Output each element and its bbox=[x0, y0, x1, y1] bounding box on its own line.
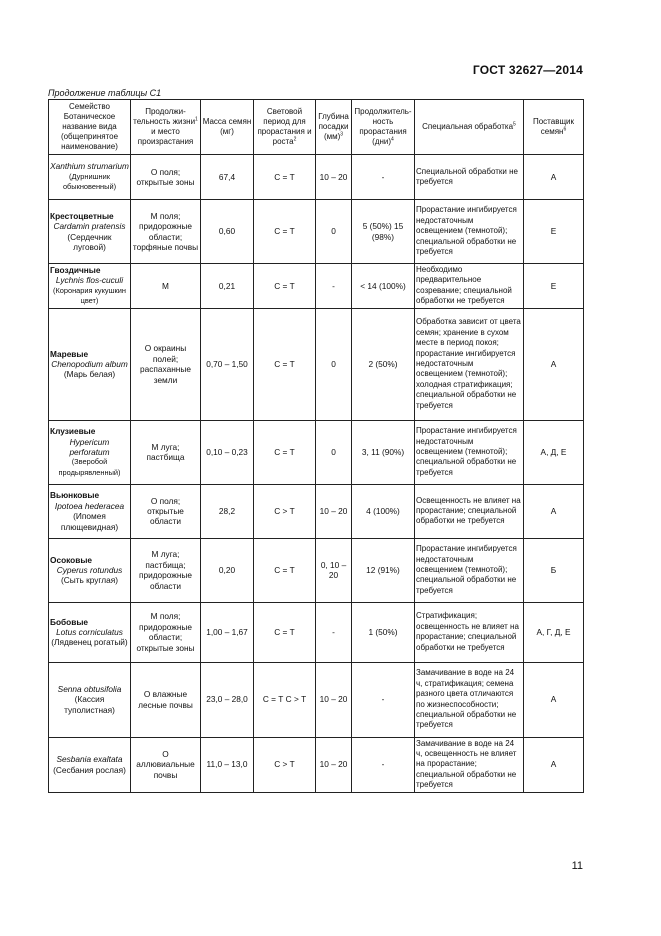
table-row bbox=[49, 662, 584, 737]
depth-cell: - bbox=[316, 602, 352, 662]
treatment-cell: Прорастание ингибируется недостаточным освещением (темнотой); специальной обработки не требуется bbox=[415, 200, 524, 264]
treatment-cell: Необходимо предварительное созревание; специальной обработки не требуется bbox=[415, 264, 524, 309]
light-cell: С = Т bbox=[254, 264, 316, 309]
table-caption: Продолжение таблицы С1 bbox=[48, 88, 162, 98]
depth-cell: 10 – 20 bbox=[316, 662, 352, 737]
life-cell: О поля; открытые области bbox=[131, 484, 201, 538]
supplier-cell: А bbox=[524, 155, 584, 200]
days-cell: 5 (50%) 15 (98%) bbox=[352, 200, 415, 264]
life-cell: М bbox=[131, 264, 201, 309]
mass-cell: 1,00 – 1,67 bbox=[201, 602, 254, 662]
table-row bbox=[49, 200, 584, 264]
latin-name: Cyperus rotundus bbox=[56, 564, 123, 575]
days-cell: < 14 (100%) bbox=[352, 264, 415, 309]
life-cell: М луга; пастбища; придорожные области bbox=[131, 538, 201, 602]
light-cell: С = Т С > Т bbox=[254, 662, 316, 737]
treatment-cell: Замачивание в воде на 24 ч, освещенность не влияет на прорастание; специальной обработки не требуется bbox=[415, 737, 524, 792]
light-cell: С = Т bbox=[254, 308, 316, 420]
document-standard-number: ГОСТ 32627—2014 bbox=[472, 63, 583, 77]
life-cell: О поля; открытые зоны bbox=[131, 155, 201, 200]
supplier-cell: Е bbox=[524, 200, 584, 264]
family-name: Осоковые bbox=[50, 554, 93, 565]
treatment-cell: Прорастание ингибируется недостаточным освещением (темнотой); специальной обработки не требуется bbox=[415, 420, 524, 484]
life-cell: М луга; пастбища bbox=[131, 420, 201, 484]
mass-cell: 67,4 bbox=[201, 155, 254, 200]
species-cell bbox=[49, 737, 131, 792]
mass-cell: 23,0 – 28,0 bbox=[201, 662, 254, 737]
table-row bbox=[49, 420, 584, 484]
mass-cell: 0,21 bbox=[201, 264, 254, 309]
column-header: Световой период для прорастания и роста$^2$ bbox=[254, 100, 316, 155]
species-cell bbox=[49, 662, 131, 737]
table-row bbox=[49, 484, 584, 538]
column-header: Глубина посадки (мм)$^3$ bbox=[316, 100, 352, 155]
species-cell bbox=[49, 602, 131, 662]
days-cell: 2 (50%) bbox=[352, 308, 415, 420]
species-cell bbox=[49, 538, 131, 602]
supplier-cell: Б bbox=[524, 538, 584, 602]
depth-cell: 0 bbox=[316, 200, 352, 264]
family-name: Клузиевые bbox=[50, 426, 96, 437]
treatment-cell: Обработка зависит от цвета семян; хранение в сухом месте в период покоя; прорастание ингибируется недостаточным освещением (темнотой); холодная стратификация; специальной обработки не требуется bbox=[415, 308, 524, 420]
column-header: Продолжи-тельность жизни$^1$ и место произрастания bbox=[131, 100, 201, 155]
table-header-row bbox=[49, 100, 584, 155]
latin-name: Senna obtusifolia bbox=[57, 684, 122, 695]
common-name: (Лядвенец рогатый) bbox=[51, 637, 128, 648]
mass-cell: 11,0 – 13,0 bbox=[201, 737, 254, 792]
species-cell bbox=[49, 308, 131, 420]
seed-species-table bbox=[48, 99, 584, 793]
depth-cell: 0 bbox=[316, 420, 352, 484]
light-cell: С = Т bbox=[254, 538, 316, 602]
table-row bbox=[49, 737, 584, 792]
mass-cell: 0,20 bbox=[201, 538, 254, 602]
common-name: (Сердечник луговой) bbox=[67, 231, 112, 252]
mass-cell: 28,2 bbox=[201, 484, 254, 538]
depth-cell: 0 bbox=[316, 308, 352, 420]
table-row bbox=[49, 264, 584, 309]
life-cell: М поля; придорожные области; торфяные почвы bbox=[131, 200, 201, 264]
latin-name: Hypericum perforatum bbox=[69, 436, 110, 457]
page-number: 11 bbox=[571, 860, 583, 872]
common-name: (Дурнишник обыкновенный) bbox=[62, 171, 117, 192]
common-name: (Сесбания рослая) bbox=[53, 764, 126, 775]
supplier-cell: А bbox=[524, 662, 584, 737]
supplier-cell: А bbox=[524, 737, 584, 792]
supplier-cell: А bbox=[524, 308, 584, 420]
light-cell: С = Т bbox=[254, 420, 316, 484]
supplier-cell: А, Г, Д, Е bbox=[524, 602, 584, 662]
family-name: Бобовые bbox=[50, 616, 89, 627]
days-cell: 4 (100%) bbox=[352, 484, 415, 538]
column-header: Семейство Ботаническое название вида (общепринятое наименование) bbox=[49, 100, 131, 155]
days-cell: - bbox=[352, 155, 415, 200]
depth-cell: 10 – 20 bbox=[316, 484, 352, 538]
supplier-cell: А, Д, Е bbox=[524, 420, 584, 484]
table-row bbox=[49, 155, 584, 200]
species-cell bbox=[49, 264, 131, 309]
days-cell: 12 (91%) bbox=[352, 538, 415, 602]
life-cell: М поля; придорожные области; открытые зоны bbox=[131, 602, 201, 662]
table-row bbox=[49, 538, 584, 602]
days-cell: - bbox=[352, 737, 415, 792]
life-cell: О окраины полей; распаханные земли bbox=[131, 308, 201, 420]
latin-name: Sesbania exaltata bbox=[56, 754, 123, 765]
latin-name: Chenopodium album bbox=[51, 358, 128, 369]
latin-name: Ipotoea hederacea bbox=[54, 500, 125, 511]
days-cell: - bbox=[352, 662, 415, 737]
family-name: Крестоцветные bbox=[50, 210, 114, 221]
days-cell: 3, 11 (90%) bbox=[352, 420, 415, 484]
depth-cell: 0, 10 – 20 bbox=[316, 538, 352, 602]
common-name: (Зверобой продырявленный) bbox=[58, 457, 121, 477]
life-cell: О аллювиальные почвы bbox=[131, 737, 201, 792]
mass-cell: 0,70 – 1,50 bbox=[201, 308, 254, 420]
treatment-cell: Специальной обработки не требуется bbox=[415, 155, 524, 200]
common-name: (Ипомея плющевидная) bbox=[60, 511, 119, 532]
species-cell bbox=[49, 155, 131, 200]
column-header: Продолжитель-ность прорастания (дни)$^4$ bbox=[352, 100, 415, 155]
species-cell bbox=[49, 420, 131, 484]
light-cell: С = Т bbox=[254, 200, 316, 264]
light-cell: С = Т bbox=[254, 602, 316, 662]
latin-name: Lychnis flos-cuculi bbox=[55, 275, 124, 286]
depth-cell: 10 – 20 bbox=[316, 155, 352, 200]
family-name: Маревые bbox=[50, 348, 89, 359]
treatment-cell: Замачивание в воде на 24 ч, стратификация; семена разного цвета отличаются по жизнеспособности; специальной обработки не требуется bbox=[415, 662, 524, 737]
table-row bbox=[49, 308, 584, 420]
latin-name: Xanthium strumarium bbox=[50, 161, 129, 172]
light-cell: С > Т bbox=[254, 737, 316, 792]
supplier-cell: Е bbox=[524, 264, 584, 309]
species-cell bbox=[49, 200, 131, 264]
mass-cell: 0,10 – 0,23 bbox=[201, 420, 254, 484]
light-cell: С > Т bbox=[254, 484, 316, 538]
treatment-cell: Освещенность не влияет на прорастание; специальной обработки не требуется bbox=[415, 484, 524, 538]
table-row bbox=[49, 602, 584, 662]
days-cell: 1 (50%) bbox=[352, 602, 415, 662]
family-name: Гвоздичные bbox=[50, 265, 101, 275]
light-cell: С = Т bbox=[254, 155, 316, 200]
family-name: Вьюнковые bbox=[50, 490, 100, 501]
column-header: Специальная обработка$^5$ bbox=[415, 100, 524, 155]
common-name: (Кассия туполистная) bbox=[64, 694, 115, 715]
depth-cell: 10 – 20 bbox=[316, 737, 352, 792]
treatment-cell: Стратификация; освещенность не влияет на прорастание; специальной обработки не требуется bbox=[415, 602, 524, 662]
depth-cell: - bbox=[316, 264, 352, 309]
common-name: (Коронария кукушкин цвет) bbox=[53, 285, 126, 306]
latin-name: Cardamin pratensis bbox=[53, 221, 126, 232]
supplier-cell: А bbox=[524, 484, 584, 538]
column-header: Масса семян (мг) bbox=[201, 100, 254, 155]
treatment-cell: Прорастание ингибируется недостаточным освещением (темнотой); специальной обработки не требуется bbox=[415, 538, 524, 602]
common-name: (Сыть круглая) bbox=[60, 575, 118, 586]
column-header: Поставщик семян$^6$ bbox=[524, 100, 584, 155]
latin-name: Lotus corniculatus bbox=[56, 626, 123, 637]
common-name: (Марь белая) bbox=[63, 369, 116, 380]
mass-cell: 0,60 bbox=[201, 200, 254, 264]
life-cell: О влажные лесные почвы bbox=[131, 662, 201, 737]
species-cell bbox=[49, 484, 131, 538]
